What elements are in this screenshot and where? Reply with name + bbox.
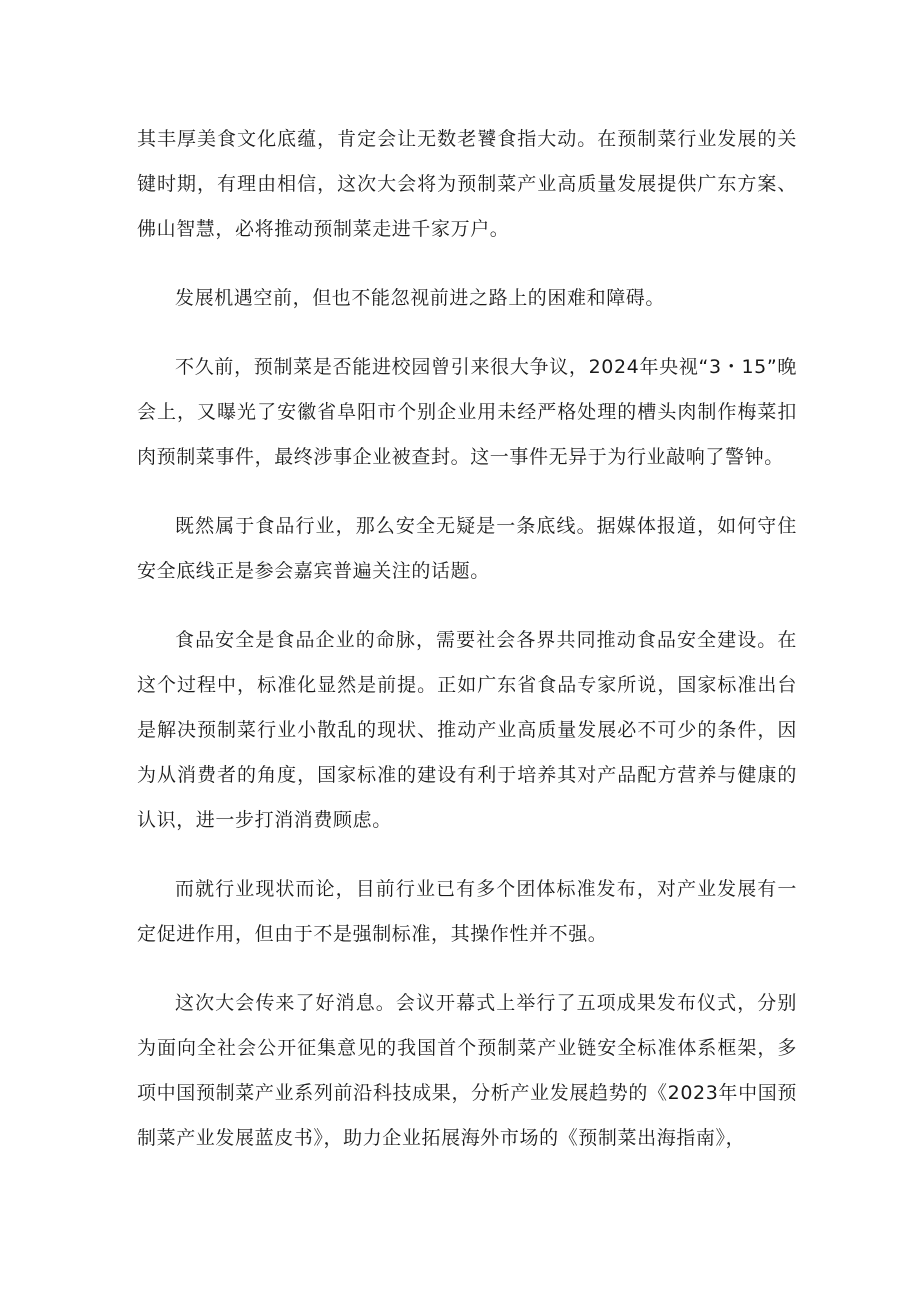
paragraph: 这次大会传来了好消息。会议开幕式上举行了五项成果发布仪式，分别为面向全社会公开征集意见的我国首个预制菜产业链安全标准体系框架，多项中国预制菜产业系列前沿科技成果，分析产业发展趋势的《2023年中国预制菜产业发展蓝皮书》，助力企业拓展海外市场的《预制菜出海指南》， bbox=[137, 992, 797, 1149]
paragraph: 而就行业现状而论，目前行业已有多个团体标准发布，对产业发展有一定促进作用，但由于不是强制标准，其操作性并不强。 bbox=[137, 878, 797, 945]
paragraph-gap bbox=[137, 957, 797, 981]
paragraph: 其丰厚美食文化底蕴，肯定会让无数老饕食指大动。在预制菜行业发展的关键时期，有理由相信，这次大会将为预制菜产业高质量发展提供广东方案、佛山智慧，必将推动预制菜走进千家万户。 bbox=[137, 128, 797, 240]
paragraph: 不久前，预制菜是否能进校园曾引来很大争议，2024年央视“3・15”晚会上，又曝光了安徽省阜阳市个别企业用未经严格处理的槽头肉制作梅菜扣肉预制菜事件，最终涉事企业被查封。这一事件无异于为行业敲响了警钟。 bbox=[137, 356, 797, 468]
article-body bbox=[137, 117, 797, 1161]
paragraph-gap bbox=[137, 480, 797, 504]
paragraph-gap bbox=[137, 594, 797, 618]
paragraph: 既然属于食品行业，那么安全无疑是一条底线。据媒体报道，如何守住安全底线正是参会嘉宾普遍关注的话题。 bbox=[137, 515, 797, 582]
paragraph: 发展机遇空前，但也不能忽视前进之路上的困难和障碍。 bbox=[175, 287, 666, 309]
paragraph-gap bbox=[137, 321, 797, 345]
paragraph-gap bbox=[137, 252, 797, 276]
paragraph: 食品安全是食品企业的命脉，需要社会各界共同推动食品安全建设。在这个过程中，标准化显然是前提。正如广东省食品专家所说，国家标准出台是解决预制菜行业小散乱的现状、推动产业高质量发展必不可少的条件，因为从消费者的角度，国家标准的建设有利于培养其对产品配方营养与健康的认识，进一步打消消费顾虑。 bbox=[137, 629, 797, 831]
paragraph-gap bbox=[137, 843, 797, 867]
